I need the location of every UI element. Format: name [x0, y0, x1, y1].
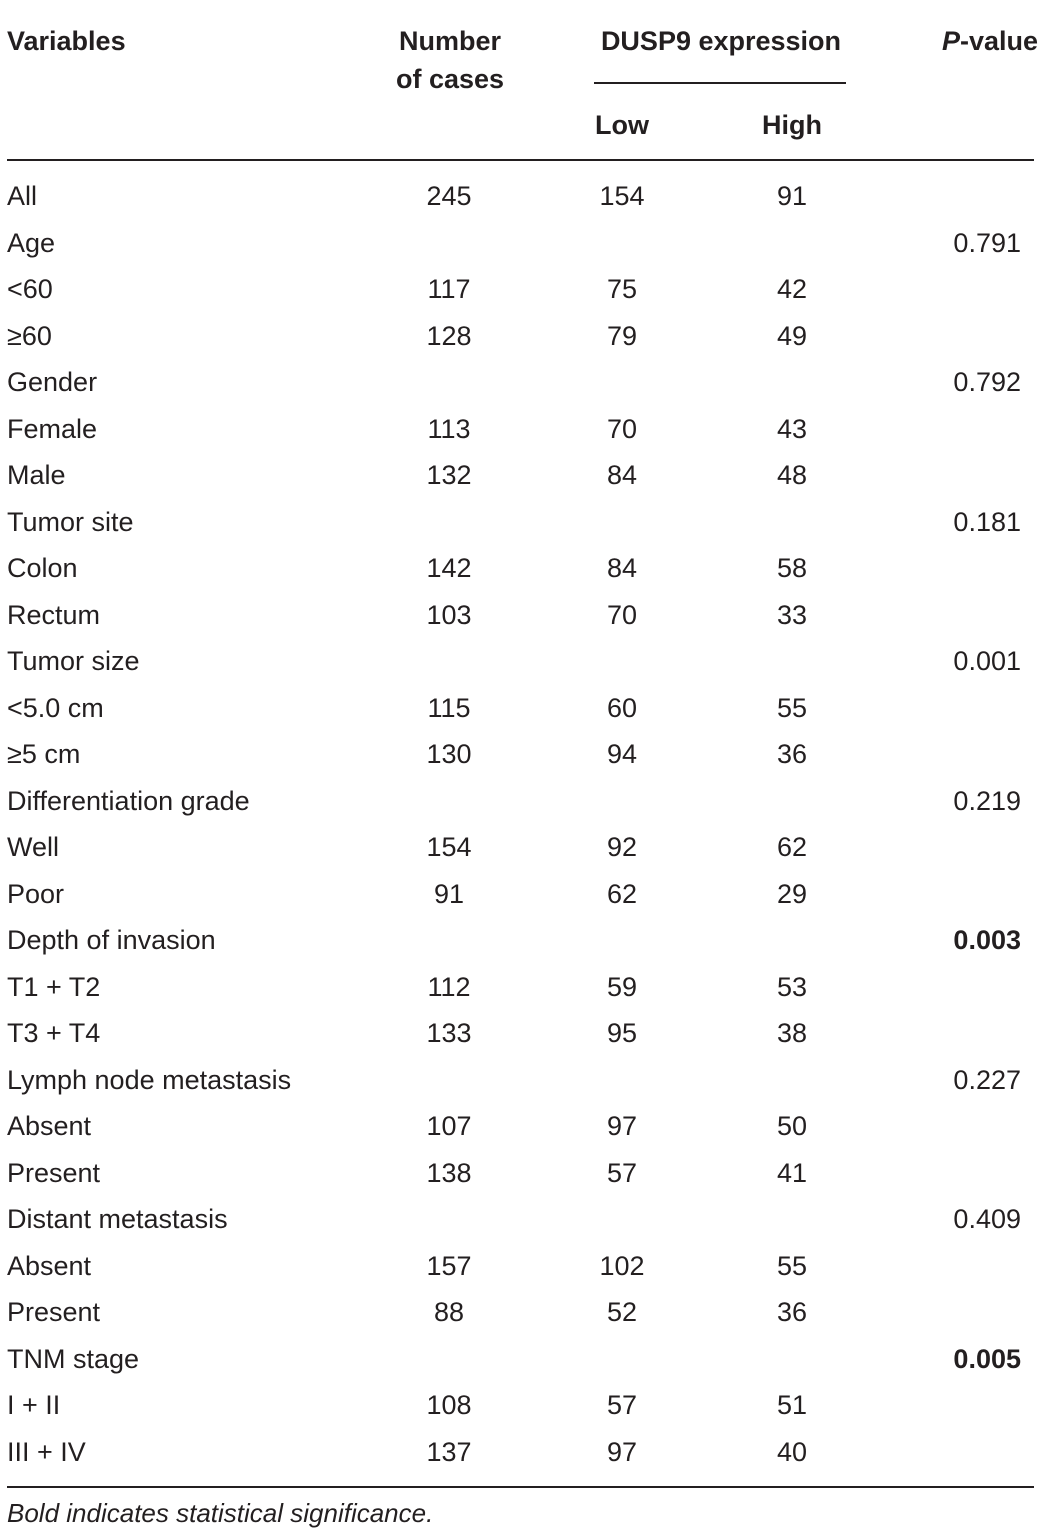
cell-high: 33 — [776, 599, 808, 630]
table-row — [0, 1429, 1041, 1476]
cell-number-of-cases: 108 — [426, 1390, 472, 1420]
cell-low: 97 — [606, 1111, 638, 1141]
cell-low: 52 — [606, 1297, 638, 1327]
cell-number-of-cases: 157 — [426, 1250, 472, 1281]
table-row — [0, 452, 1041, 499]
cell-variable: Present — [7, 1157, 101, 1188]
header-p-value — [918, 22, 1038, 60]
table-body — [0, 173, 1041, 1475]
cell-high: 42 — [776, 274, 808, 304]
cell-high: 62 — [776, 832, 808, 862]
cell-low: 84 — [606, 553, 638, 583]
table-row — [0, 1103, 1041, 1150]
cell-high: 41 — [776, 1157, 808, 1188]
footnote: Bold indicates statistical significance. — [7, 1498, 434, 1528]
cell-low: 60 — [606, 692, 638, 723]
table-row — [0, 592, 1041, 639]
table-row — [0, 1336, 1041, 1383]
cell-p-value: 0.409 — [953, 1204, 1021, 1234]
cell-variable: <5.0 cm — [7, 692, 104, 723]
cell-number-of-cases: 107 — [426, 1111, 472, 1141]
cell-low: 62 — [606, 878, 638, 909]
cell-high: 58 — [776, 553, 808, 583]
cell-number-of-cases: 117 — [427, 274, 471, 304]
cell-low: 57 — [606, 1157, 638, 1188]
cell-high: 43 — [776, 413, 808, 444]
cell-variable: Present — [7, 1297, 101, 1327]
cell-low: 92 — [606, 832, 638, 862]
table-row — [0, 685, 1041, 732]
cell-number-of-cases: 128 — [426, 320, 472, 351]
header-number-line1: Number — [398, 26, 501, 56]
header-rule — [7, 159, 1034, 161]
cell-p-value: 0.005 — [953, 1343, 1021, 1374]
cell-high: 49 — [776, 320, 808, 351]
header-p-suffix: -value — [959, 26, 1038, 56]
cell-high: 91 — [776, 181, 808, 211]
cell-number-of-cases: 112 — [427, 971, 471, 1002]
table-row — [0, 1150, 1041, 1197]
cell-low: 84 — [606, 460, 638, 490]
table-row — [0, 1010, 1041, 1057]
header-high: High — [762, 110, 822, 140]
table-row — [0, 499, 1041, 546]
table-row — [0, 1382, 1041, 1429]
table-row — [0, 359, 1041, 406]
cell-number-of-cases: 142 — [426, 553, 472, 583]
cell-variable: Lymph node metastasis — [7, 1064, 292, 1095]
cell-variable: T1 + T2 — [7, 971, 101, 1002]
cell-variable: T3 + T4 — [7, 1018, 101, 1048]
header-number-of-cases — [375, 22, 525, 98]
cell-number-of-cases: 133 — [426, 1018, 472, 1048]
header-number-line2: of cases — [395, 64, 505, 94]
cell-variable: Age — [7, 227, 56, 258]
cell-p-value: 0.791 — [953, 227, 1021, 258]
cell-variable: Distant metastasis — [7, 1204, 228, 1234]
table-row — [0, 638, 1041, 685]
dusp9-spanner-rule — [594, 82, 846, 84]
cell-number-of-cases: 130 — [426, 739, 472, 769]
cell-high: 36 — [776, 739, 808, 769]
cell-variable: TNM stage — [7, 1343, 140, 1374]
cell-number-of-cases: 113 — [427, 413, 471, 444]
table-row — [0, 871, 1041, 918]
cell-variable: Depth of invasion — [7, 925, 216, 955]
table-row — [0, 1196, 1041, 1243]
table-row — [0, 220, 1041, 267]
cell-variable: Male — [7, 460, 66, 490]
cell-variable: Rectum — [7, 599, 101, 630]
cell-number-of-cases: 138 — [426, 1157, 472, 1188]
cell-low: 59 — [606, 971, 638, 1002]
cell-number-of-cases: 132 — [426, 460, 472, 490]
table-row — [0, 1243, 1041, 1290]
header-low: Low — [595, 110, 649, 140]
cell-number-of-cases: 137 — [426, 1436, 472, 1467]
cell-number-of-cases: 103 — [426, 599, 472, 630]
table-row — [0, 406, 1041, 453]
cell-variable: All — [7, 181, 38, 211]
table-row — [0, 1289, 1041, 1336]
table-row — [0, 731, 1041, 778]
cell-variable: Gender — [7, 367, 98, 397]
cell-variable: Tumor size — [7, 646, 140, 676]
cell-low: 75 — [606, 274, 638, 304]
cell-variable: Colon — [7, 553, 78, 583]
table-row — [0, 173, 1041, 220]
cell-variable: Female — [7, 413, 98, 444]
header-p-italic: P — [941, 26, 960, 56]
cell-variable: I + II — [7, 1390, 61, 1420]
cell-variable: Tumor site — [7, 506, 134, 537]
cell-p-value: 0.001 — [953, 646, 1021, 676]
cell-p-value: 0.181 — [953, 506, 1021, 537]
cell-low: 70 — [606, 413, 638, 444]
cell-low: 70 — [606, 599, 638, 630]
cell-variable: Poor — [7, 878, 65, 909]
cell-variable: Absent — [7, 1111, 92, 1141]
cell-variable: III + IV — [7, 1436, 86, 1467]
cell-p-value: 0.227 — [953, 1064, 1021, 1095]
header-variables: Variables — [7, 26, 126, 56]
cell-number-of-cases: 245 — [426, 181, 472, 211]
cell-variable: Differentiation grade — [7, 785, 250, 816]
cell-high: 50 — [776, 1111, 808, 1141]
cell-low: 97 — [606, 1436, 638, 1467]
cell-p-value: 0.219 — [953, 785, 1021, 816]
cell-number-of-cases: 154 — [426, 832, 472, 862]
cell-number-of-cases: 115 — [427, 692, 471, 723]
table-row — [0, 266, 1041, 313]
cell-low: 79 — [606, 320, 638, 351]
table-row — [0, 964, 1041, 1011]
table-row — [0, 545, 1041, 592]
cell-number-of-cases: 88 — [433, 1297, 465, 1327]
cell-high: 40 — [776, 1436, 808, 1467]
cell-high: 55 — [776, 1250, 808, 1281]
cell-high: 36 — [776, 1297, 808, 1327]
footer-rule — [7, 1486, 1034, 1488]
cell-variable: Well — [7, 832, 60, 862]
cell-high: 48 — [776, 460, 808, 490]
cell-variable: ≥60 — [7, 320, 52, 351]
cell-p-value: 0.792 — [953, 367, 1021, 397]
cell-high: 38 — [776, 1018, 808, 1048]
cell-p-value: 0.003 — [953, 925, 1021, 955]
cell-low: 154 — [599, 181, 645, 211]
cell-variable: ≥5 cm — [7, 739, 81, 769]
cell-high: 55 — [776, 692, 808, 723]
table-row — [0, 1057, 1041, 1104]
cell-high: 51 — [776, 1390, 808, 1420]
cell-low: 95 — [606, 1018, 638, 1048]
cell-number-of-cases: 91 — [433, 878, 465, 909]
cell-variable: <60 — [7, 274, 53, 304]
header-dusp9-expression: DUSP9 expression — [600, 26, 842, 56]
cell-high: 29 — [776, 878, 808, 909]
table-row — [0, 917, 1041, 964]
cell-high: 53 — [776, 971, 808, 1002]
cell-low: 94 — [606, 739, 638, 769]
cell-variable: Absent — [7, 1250, 92, 1281]
table-row — [0, 824, 1041, 871]
cell-low: 57 — [606, 1390, 638, 1420]
cell-low: 102 — [599, 1250, 645, 1281]
table-row — [0, 313, 1041, 360]
table-row — [0, 778, 1041, 825]
